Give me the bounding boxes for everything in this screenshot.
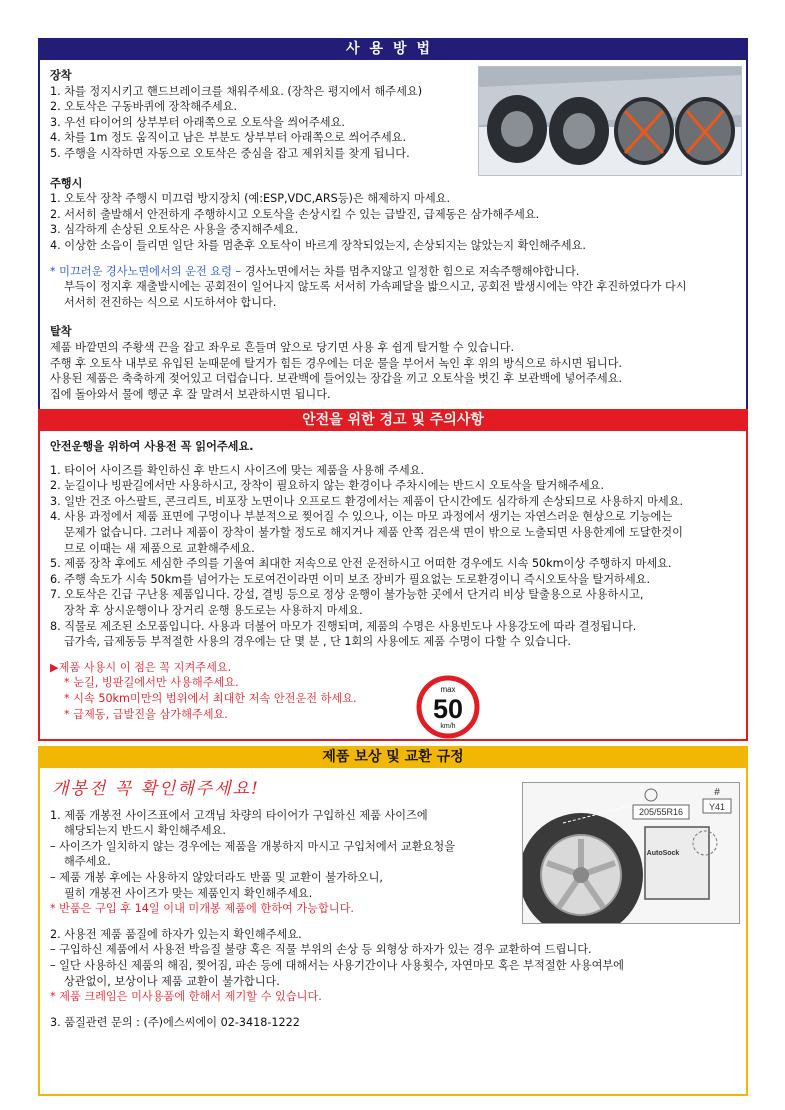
remove-title: 탈착 (50, 325, 72, 339)
exchange-line: – 제품 개봉 후에는 사용하지 않았더라도 반품 및 교환이 불가하오니, (50, 870, 383, 884)
safety-item: 문제가 없습니다. 그러나 제품이 장착이 불가할 정도로 해지거나 제품 안쪽 검은색 면이 밖으로 노출되면 사용한계에 도달한것이 (64, 525, 683, 539)
safety-warning: * 시속 50km미만의 범위에서 최대한 저속 안전운전 하세요. (64, 691, 357, 705)
drive-line: 1. 오토삭 장착 주행시 미끄럼 방지장치 (예:ESP,VDC,ARS등)은 해제하지 마세요. (50, 192, 450, 206)
safety-item: 5. 제품 장착 후에도 세심한 주의를 기울여 최대한 저속으로 안전 운전하시고 어떠한 경우에도 시속 50km이상 주행하지 마세요. (50, 557, 672, 571)
exchange-line: 해주세요. (64, 855, 111, 869)
safety-item: 장착 후 상시운행이나 장거리 운행 용도로는 사용하지 마세요. (64, 603, 363, 617)
safety-item: 2. 눈길이나 빙판길에서만 사용하시고, 장착이 필요하지 않는 환경이나 주차시에는 반드시 오토삭을 탈거해주세요. (50, 479, 605, 493)
exchange-line: – 사이즈가 일치하지 않는 경우에는 제품을 개봉하지 마시고 구입처에서 교환요청을 (50, 839, 456, 853)
exchange-line: 상관없이, 보상이나 제품 교환이 불가합니다. (64, 974, 280, 988)
safety-item: 7. 오토삭은 긴급 구난용 제품입니다. 강설, 결빙 등으로 정상 운행이 불가능한 곳에서 단거리 비상 탈출용으로 사용하시고, (50, 588, 644, 602)
safety-item: 3. 일반 건조 아스팔트, 콘크리트, 비포장 노면이나 오프로드 환경에서는 제품이 단시간에도 심각하게 손상되므로 사용하지 마세요. (50, 494, 684, 508)
handwritten-notice: 개봉전 꼭 확인해주세요! (52, 779, 260, 799)
diagram-brand: AutoSock (646, 850, 680, 857)
remove-line: 제품 바깥면의 주황색 끈을 잡고 좌우로 흔들며 앞으로 당기면 사용 후 쉽게 탈거할 수 있습니다. (50, 340, 515, 354)
safety-section (38, 409, 748, 741)
safety-item: 므로 이때는 새 제품으로 교환해주세요. (64, 541, 255, 555)
remove-line: 사용된 제품은 축축하게 젖어있고 더럽습니다. 보관백에 들어있는 장갑을 끼고 오토삭을 벗긴 후 보관백에 넣어주세요. (50, 372, 623, 386)
exchange-line: – 일단 사용하신 제품의 해짐, 찢어짐, 파손 등에 대해서는 사용기간이나 사용횟수, 자연마모 혹은 부적절한 사용여부에 (50, 958, 624, 972)
exchange-body (38, 768, 748, 1096)
mount-line: 1. 차를 정지시키고 핸드브레이크를 채워주세요. (장착은 평지에서 해주세요) (50, 84, 423, 98)
mount-line: 3. 우선 타이어의 상부부터 아래쪽으로 오토삭을 씌어주세요. (50, 115, 345, 129)
speed-limit-unit: km/h (440, 723, 456, 730)
exchange-line: 필히 개봉전 사이즈가 맞는 제품인지 확인해주세요. (64, 886, 313, 900)
safety-item: 8. 직물로 제조된 소모품입니다. 사용과 더불어 마모가 진행되며, 제품의 수명은 사용빈도나 사용강도에 따라 결정됩니다. (50, 619, 637, 633)
tire-installation-photo (478, 66, 742, 176)
usage-body (38, 60, 748, 427)
exchange-section (38, 746, 748, 1096)
slope-tip (50, 264, 736, 280)
diagram-hash: # (714, 787, 720, 798)
mount-line: 4. 차를 1m 정도 움직이고 남은 부분도 상부부터 아래쪽으로 씌어주세요. (50, 131, 407, 145)
speed-limit-max: max (440, 685, 456, 694)
safety-intro: 안전운행을 위하여 사용전 꼭 읽어주세요. (50, 440, 254, 453)
mount-line: 2. 오토삭은 구동바퀴에 장착해주세요. (50, 100, 238, 114)
usage-section (38, 38, 748, 427)
diagram-tire-size: 205/55R16 (638, 807, 684, 817)
drive-line: 4. 이상한 소음이 들리면 일단 차를 멈춘후 오토삭이 바르게 장착되었는지, 손상되지는 않았는지 확인해주세요. (50, 238, 586, 252)
usage-header: 사용방법 (38, 38, 748, 60)
tire-size-diagram (522, 782, 740, 924)
safety-warning: * 눈길, 빙판길에서만 사용해주세요. (64, 676, 239, 690)
slope-tip-line: 서서히 전진하는 식으로 시도하셔야 합니다. (64, 295, 277, 309)
slope-tip-label: * 미끄러운 경사노면에서의 운전 요령 – (50, 264, 242, 278)
exchange-line: – 구입하신 제품에서 사용전 박음질 불량 혹은 직물 부위의 손상 등 외형상 하자가 있는 경우 교환하여 드립니다. (50, 943, 592, 957)
drive-line: 3. 심각하게 손상된 오토삭은 사용을 중지해주세요. (50, 223, 299, 237)
remove-line: 주행 후 오토삭 내부로 유입된 눈때문에 탈거가 힘든 경우에는 더운 물을 부어서 녹인 후 위의 방식으로 하시면 됩니다. (50, 356, 622, 370)
safety-item: 4. 사용 과정에서 제품 표면에 구멍이나 부분적으로 찢어질 수 있으나, 이는 마모 과정에서 생기는 자연스러운 현상으로 기능에는 (50, 510, 673, 524)
exchange-line: 2. 사용전 제품 품질에 하자가 있는지 확인해주세요. (50, 927, 302, 941)
remove-line: 집에 돌아와서 물에 헹군 후 잘 말려서 보관하시면 됩니다. (50, 387, 331, 401)
safety-item: 급가속, 급제동등 부적절한 사용의 경우에는 단 몇 분 , 단 1회의 사용에도 제품 수명이 다할 수 있습니다. (64, 635, 571, 649)
safety-item: 6. 주행 속도가 시속 50km를 넘어가는 도로여건이라면 이미 보조 장비가 필요없는 도로환경이니 즉시오토삭을 탈거하세요. (50, 572, 651, 586)
safety-warning: * 급제동, 급발진을 삼가해주세요. (64, 707, 228, 721)
contact-line: 3. 품질관련 문의 : (주)에스씨에이 02-3418-1222 (50, 1015, 300, 1029)
claim-note: * 제품 크레임은 미사용품에 한해서 제기할 수 있습니다. (50, 990, 322, 1004)
return-note: * 반품은 구입 후 14일 이내 미개봉 제품에 한하여 가능합니다. (50, 902, 354, 916)
drive-line: 2. 서서히 출발해서 안전하게 주행하시고 오토삭을 손상시킬 수 있는 급발진, 급제동은 삼가해주세요. (50, 207, 540, 221)
slope-tip-text: 경사노면에서는 차를 멈추지않고 일정한 힘으로 저속주행해야합니다. (244, 264, 580, 278)
safety-item: 1. 타이어 사이즈를 확인하신 후 반드시 사이즈에 맞는 제품을 사용해 주세요. (50, 463, 425, 477)
speed-limit-sign (416, 675, 480, 739)
drive-title: 주행시 (50, 176, 83, 190)
exchange-header: 제품 보상 및 교환 규정 (38, 746, 748, 768)
exchange-line: 1. 제품 개봉전 사이즈표에서 고객님 차량의 타이어가 구입하신 제품 사이즈에 (50, 808, 428, 822)
slope-tip-line: 부득이 정지후 재출발시에는 공회전이 일어나지 않도록 서서히 가속페달을 밟으시고, 공회전 발생시에는 약간 후진하였다가 다시 (64, 280, 687, 294)
safety-body (38, 431, 748, 741)
safety-header: 안전을 위한 경고 및 주의사항 (38, 409, 748, 431)
speed-limit-value: 50 (432, 694, 464, 724)
mount-title: 장착 (50, 69, 72, 82)
mount-line: 5. 주행을 시작하면 자동으로 오토삭은 중심을 잡고 제위치를 찾게 됩니다. (50, 146, 410, 160)
diagram-code: Y41 (708, 802, 726, 812)
exchange-line: 해당되는지 반드시 확인해주세요. (64, 824, 226, 838)
safety-warning: ▶제품 사용시 이 점은 꼭 지켜주세요. (50, 660, 232, 674)
